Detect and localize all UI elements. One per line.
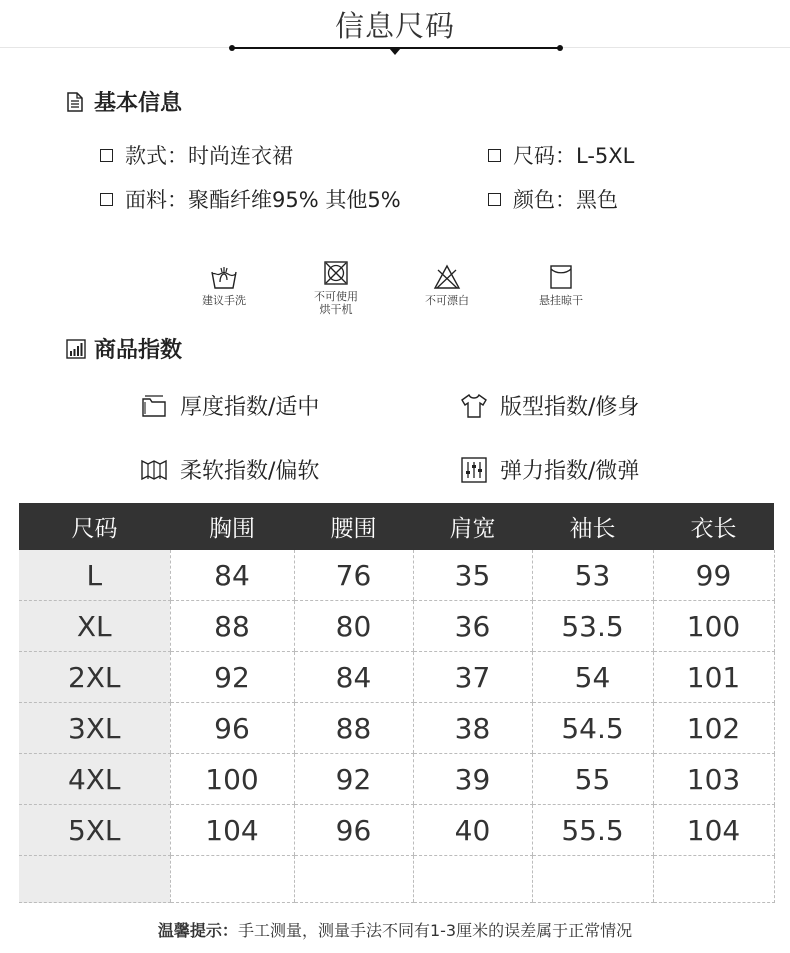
table-cell: 37 [413, 652, 532, 703]
title-rule-left-dot [229, 45, 235, 51]
hand-wash-icon [209, 262, 239, 292]
care-item [296, 258, 376, 316]
table-cell: 101 [653, 652, 774, 703]
column-header: 尺码 [19, 503, 170, 550]
column-header: 衣长 [653, 503, 774, 550]
basic-info-heading [66, 86, 182, 117]
product-index-title: 商品指数 [94, 338, 183, 363]
table-cell [532, 856, 653, 903]
table-cell: 88 [170, 601, 294, 652]
table-cell: 38 [413, 703, 532, 754]
table-cell: 54.5 [532, 703, 653, 754]
size-cell [19, 856, 170, 903]
note-label: 温馨提示： [157, 921, 238, 940]
table-cell: 88 [294, 703, 413, 754]
size-text: 尺码：L-5XL [513, 144, 635, 168]
table-cell: 99 [653, 550, 774, 601]
basic-info-title: 基本信息 [94, 91, 183, 116]
table-cell: 54 [532, 652, 653, 703]
size-cell: 3XL [19, 703, 170, 754]
line-dry-icon [546, 262, 576, 292]
table-cell: 92 [294, 754, 413, 805]
folder-icon [140, 392, 168, 420]
style-text: 款式：时尚连衣裙 [125, 144, 293, 168]
table-row [19, 703, 774, 754]
bar-chart-icon [66, 339, 86, 359]
title-rule-pointer [389, 48, 401, 55]
table-cell [413, 856, 532, 903]
checkbox-icon [488, 149, 501, 162]
table-cell: 84 [170, 550, 294, 601]
table-cell: 55 [532, 754, 653, 805]
table-cell: 55.5 [532, 805, 653, 856]
no-tumble-dry-icon [321, 258, 351, 288]
care-item [407, 262, 487, 307]
care-label: 悬挂晾干 [539, 294, 583, 307]
document-icon [66, 92, 86, 112]
table-cell: 102 [653, 703, 774, 754]
product-index-heading [66, 333, 182, 364]
table-cell: 76 [294, 550, 413, 601]
fit-index [460, 390, 639, 421]
table-row [19, 652, 774, 703]
size-table [19, 503, 775, 903]
column-header: 肩宽 [413, 503, 532, 550]
measurement-note [0, 918, 790, 941]
table-cell: 100 [170, 754, 294, 805]
table-cell: 103 [653, 754, 774, 805]
table-cell: 36 [413, 601, 532, 652]
table-cell [170, 856, 294, 903]
table-cell: 40 [413, 805, 532, 856]
table-row [19, 754, 774, 805]
care-item [521, 262, 601, 307]
column-header: 袖长 [532, 503, 653, 550]
slider-settings-icon [460, 456, 488, 484]
column-header: 腰围 [294, 503, 413, 550]
info-color [488, 184, 618, 214]
table-row-empty [19, 856, 774, 903]
thickness-index [140, 390, 319, 421]
table-row [19, 601, 774, 652]
care-label: 不可漂白 [425, 294, 469, 307]
info-size [488, 140, 634, 170]
care-label: 不可使用 烘干机 [314, 290, 358, 316]
softness-text: 柔软指数/偏软 [180, 459, 320, 484]
table-cell: 35 [413, 550, 532, 601]
fabric-fold-icon [140, 456, 168, 484]
table-row [19, 805, 774, 856]
tshirt-icon [460, 392, 488, 420]
page-title: 信息尺码 [334, 9, 455, 43]
note-text: 手工测量，测量手法不同有1-3厘米的误差属于正常情况 [237, 921, 633, 940]
color-text: 颜色：黑色 [513, 188, 618, 212]
care-item [184, 262, 264, 307]
no-bleach-icon [432, 262, 462, 292]
table-cell: 84 [294, 652, 413, 703]
care-label: 建议手洗 [202, 294, 246, 307]
elasticity-index [460, 454, 639, 485]
title-rule-right-dot [557, 45, 563, 51]
table-cell [653, 856, 774, 903]
checkbox-icon [100, 193, 113, 206]
column-header: 胸围 [170, 503, 294, 550]
softness-index [140, 454, 319, 485]
table-cell: 100 [653, 601, 774, 652]
size-cell: 2XL [19, 652, 170, 703]
elasticity-text: 弹力指数/微弹 [500, 459, 640, 484]
table-cell: 53 [532, 550, 653, 601]
info-style [100, 140, 293, 170]
info-fabric [100, 184, 401, 214]
table-cell: 96 [170, 703, 294, 754]
table-cell: 80 [294, 601, 413, 652]
size-cell: L [19, 550, 170, 601]
table-header-row [19, 503, 774, 550]
table-row [19, 550, 774, 601]
checkbox-icon [488, 193, 501, 206]
thickness-text: 厚度指数/适中 [180, 395, 320, 420]
size-cell: 4XL [19, 754, 170, 805]
size-cell: 5XL [19, 805, 170, 856]
table-cell: 104 [170, 805, 294, 856]
table-cell: 104 [653, 805, 774, 856]
fabric-text: 面料：聚酯纤维95% 其他5% [125, 188, 401, 212]
table-cell [294, 856, 413, 903]
size-cell: XL [19, 601, 170, 652]
checkbox-icon [100, 149, 113, 162]
table-cell: 39 [413, 754, 532, 805]
table-cell: 96 [294, 805, 413, 856]
fit-text: 版型指数/修身 [500, 395, 640, 420]
table-cell: 92 [170, 652, 294, 703]
table-cell: 53.5 [532, 601, 653, 652]
